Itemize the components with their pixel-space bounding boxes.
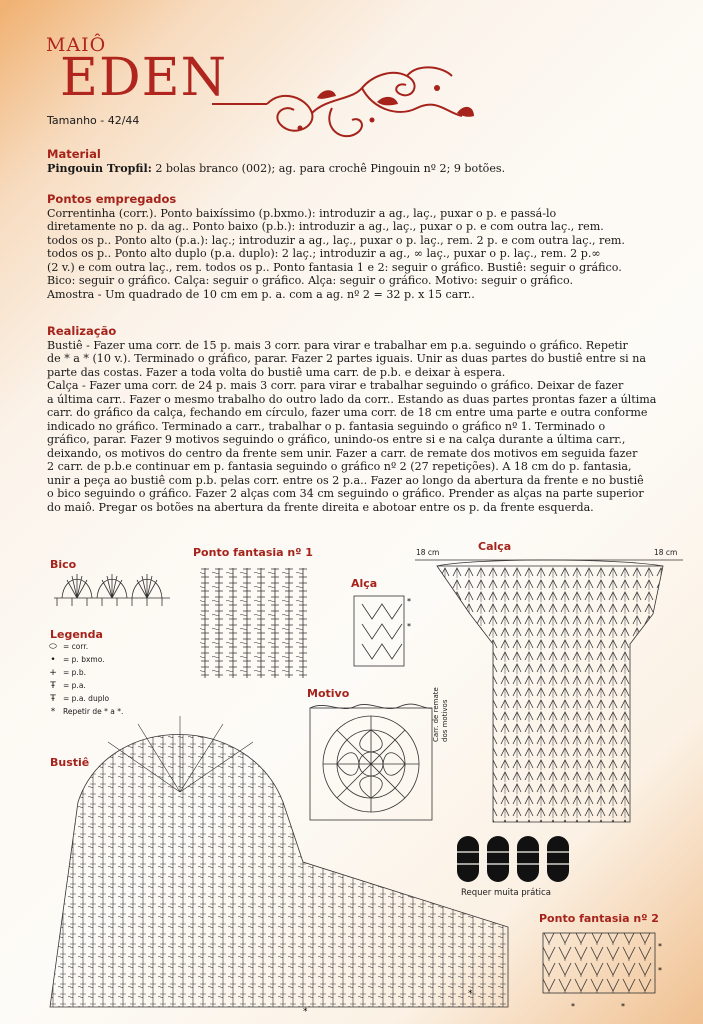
- bico-label: Bico: [50, 558, 77, 571]
- calca-right-measure: 18 cm: [654, 548, 678, 557]
- realizacao-line: indicado no gráfico. Terminado a carr., trabalhar o p. fantasia seguindo o gráfico nº 1. Terminado o: [47, 419, 606, 433]
- ponto2-star-mark: *: [571, 1002, 575, 1011]
- legend-text: = corr.: [63, 642, 89, 651]
- realizacao-line: deixando, os motivos do centro da frente sem unir. Fazer a carr. de remate dos motivos em seguida fazer: [47, 446, 638, 460]
- size-label: Tamanho - 42/44: [47, 114, 140, 127]
- realizacao-line: Bustiê - Fazer uma corr. de 15 p. mais 3 corr. para virar e trabalhar em p.a. seguindo o gráfico. Repetir: [47, 338, 628, 352]
- realizacao-line: Calça - Fazer uma corr. de 24 p. mais 3 corr. para virar e trabalhar seguindo o gráfico. Deixar de fazer: [47, 379, 624, 392]
- bustie-diagram: [48, 712, 518, 1017]
- skill-level-text: Requer muita prática: [461, 888, 551, 898]
- realizacao-section: [47, 325, 665, 514]
- yarn-ball-icon: [517, 836, 539, 882]
- pontos-line: Correntinha (corr.). Ponto baixíssimo (p.bxmo.): introduzir a ag., laç., puxar o p. e passá-lo: [47, 206, 557, 220]
- legend-text: = p. bxmo.: [63, 655, 105, 664]
- realizacao-line: gráfico, parar. Fazer 9 motivos seguindo o gráfico, unindo-os entre si e na calça durante a última carr.,: [47, 433, 626, 446]
- legend-text: = p.b.: [63, 668, 86, 677]
- realizacao-heading: Realização: [47, 324, 117, 338]
- material-brand: Pingouin Tropfil:: [47, 161, 152, 175]
- calca-label: Calça: [478, 540, 512, 553]
- ponto-fantasia-1-diagram: [198, 566, 313, 681]
- realizacao-line: o bico seguindo o gráfico. Fazer 2 alças com 34 cm seguindo o gráfico. Prender as alças na parte superior: [47, 487, 644, 500]
- legend-text: = p.a.: [63, 681, 86, 690]
- alca-star-mark: *: [407, 597, 411, 606]
- bustie-label: Bustiê: [50, 756, 90, 769]
- page-title-small: MAIÔ: [46, 34, 107, 56]
- yarn-ball-icon: [547, 836, 569, 882]
- calca-left-measure: 18 cm: [416, 548, 440, 557]
- page-title: EDEN: [60, 48, 228, 108]
- material-desc: 2 bolas branco (002); ag. para crochê Pingouin nº 2; 9 botões.: [151, 161, 506, 175]
- remate-label: Carr. de remate dos motivos: [432, 687, 449, 742]
- pontos-line: Bico: seguir o gráfico. Calça: seguir o gráfico. Alça: seguir o gráfico. Motivo: seguir o gráfico.: [47, 274, 573, 287]
- legend-item: [47, 666, 123, 679]
- legend-item: [47, 653, 123, 666]
- ponto-fantasia-1-label: Ponto fantasia nº 1: [193, 546, 313, 559]
- realizacao-line: unir a peça ao bustiê com p.b. pelas corr. entre os 2 p.a.. Fazer ao longo da abertura da frente e no bustiê: [47, 473, 644, 487]
- bustie-star-mark: *: [303, 1007, 308, 1017]
- realizacao-line: carr. do gráfico da calça, fechando em círculo, fazer uma corr. de 18 cm entre uma parte e outra conforme: [47, 406, 648, 419]
- bico-diagram: [52, 568, 172, 608]
- ponto2-star-mark: *: [621, 1002, 625, 1011]
- chain-symbol-icon: ⬭: [49, 641, 57, 652]
- legend-heading: Legenda: [50, 628, 103, 641]
- alca-label: Alça: [351, 577, 378, 590]
- pontos-line: todos os p.. Ponto alto (p.a.): laç.; introduzir a ag., laç., puxar o p. laç., rem. 2 p. e com outra laç., rem.: [47, 233, 625, 247]
- pontos-section: [47, 193, 665, 301]
- material-section: [47, 148, 665, 175]
- realizacao-line: de * a * (10 v.). Terminado o gráfico, parar. Fazer 2 partes iguais. Unir as duas partes do bustiê entre si na: [47, 352, 647, 365]
- ponto2-star-mark: *: [658, 966, 662, 975]
- single-crochet-symbol-icon: +: [49, 667, 57, 678]
- ponto-fantasia-2-diagram: [541, 929, 671, 1014]
- legend-item: [47, 692, 123, 705]
- pontos-line: (2 v.) e com outra laç., rem. todos os p.. Ponto fantasia 1 e 2: seguir o gráfico. Bustiê: seguir o gráfico.: [47, 260, 622, 274]
- treble-crochet-symbol-icon: Ŧ: [50, 693, 56, 704]
- legend-item: [47, 640, 123, 653]
- ponto2-star-mark: *: [658, 942, 662, 951]
- pontos-line: todos os p.. Ponto alto duplo (p.a. duplo): 2 laç.; introduzir a ag., ∞ laç., puxar o p. laç., rem. 2 p.∞: [47, 247, 601, 260]
- realizacao-line: a última carr.. Fazer o mesmo trabalho do outro lado da corr.. Estando as duas partes prontas fazer a última: [47, 392, 657, 406]
- material-heading: Material: [47, 147, 101, 161]
- motivo-label: Motivo: [307, 687, 350, 700]
- bustie-star-mark: *: [468, 989, 473, 999]
- ponto-fantasia-2-label: Ponto fantasia nº 2: [539, 912, 659, 925]
- pontos-heading: Pontos empregados: [47, 192, 177, 206]
- swirl-ornament: [212, 58, 482, 148]
- repeat-symbol-icon: *: [50, 706, 56, 717]
- slip-stitch-symbol-icon: •: [50, 654, 56, 665]
- alca-star-mark: *: [407, 622, 411, 631]
- realizacao-line: do maiô. Pregar os botões na abertura da frente direita e abotoar entre os p. da frente esquerda.: [47, 500, 594, 514]
- material-text: [47, 162, 665, 176]
- realizacao-line: 2 carr. de p.b.e continuar em p. fantasia seguindo o gráfico nº 2 (27 repetições). A 18 cm do p. fantasia,: [47, 460, 632, 473]
- legend-item: [47, 679, 123, 692]
- alca-diagram: [352, 594, 412, 669]
- pontos-line: diretamente no p. da ag.. Ponto baixo (p.b.): introduzir a ag., laç., puxar o p. e com outra laç., rem.: [47, 220, 604, 233]
- realizacao-line: parte das costas. Fazer a toda volta do bustiê uma carr. de p.b. e deixar à espera.: [47, 365, 506, 379]
- double-crochet-symbol-icon: Ŧ: [50, 680, 56, 691]
- legend: [47, 640, 123, 718]
- legend-text: Repetir de * a *.: [63, 707, 124, 716]
- legend-text: = p.a. duplo: [63, 694, 110, 703]
- pontos-line: Amostra - Um quadrado de 10 cm em p. a. com a ag. nº 2 = 32 p. x 15 carr..: [47, 287, 475, 301]
